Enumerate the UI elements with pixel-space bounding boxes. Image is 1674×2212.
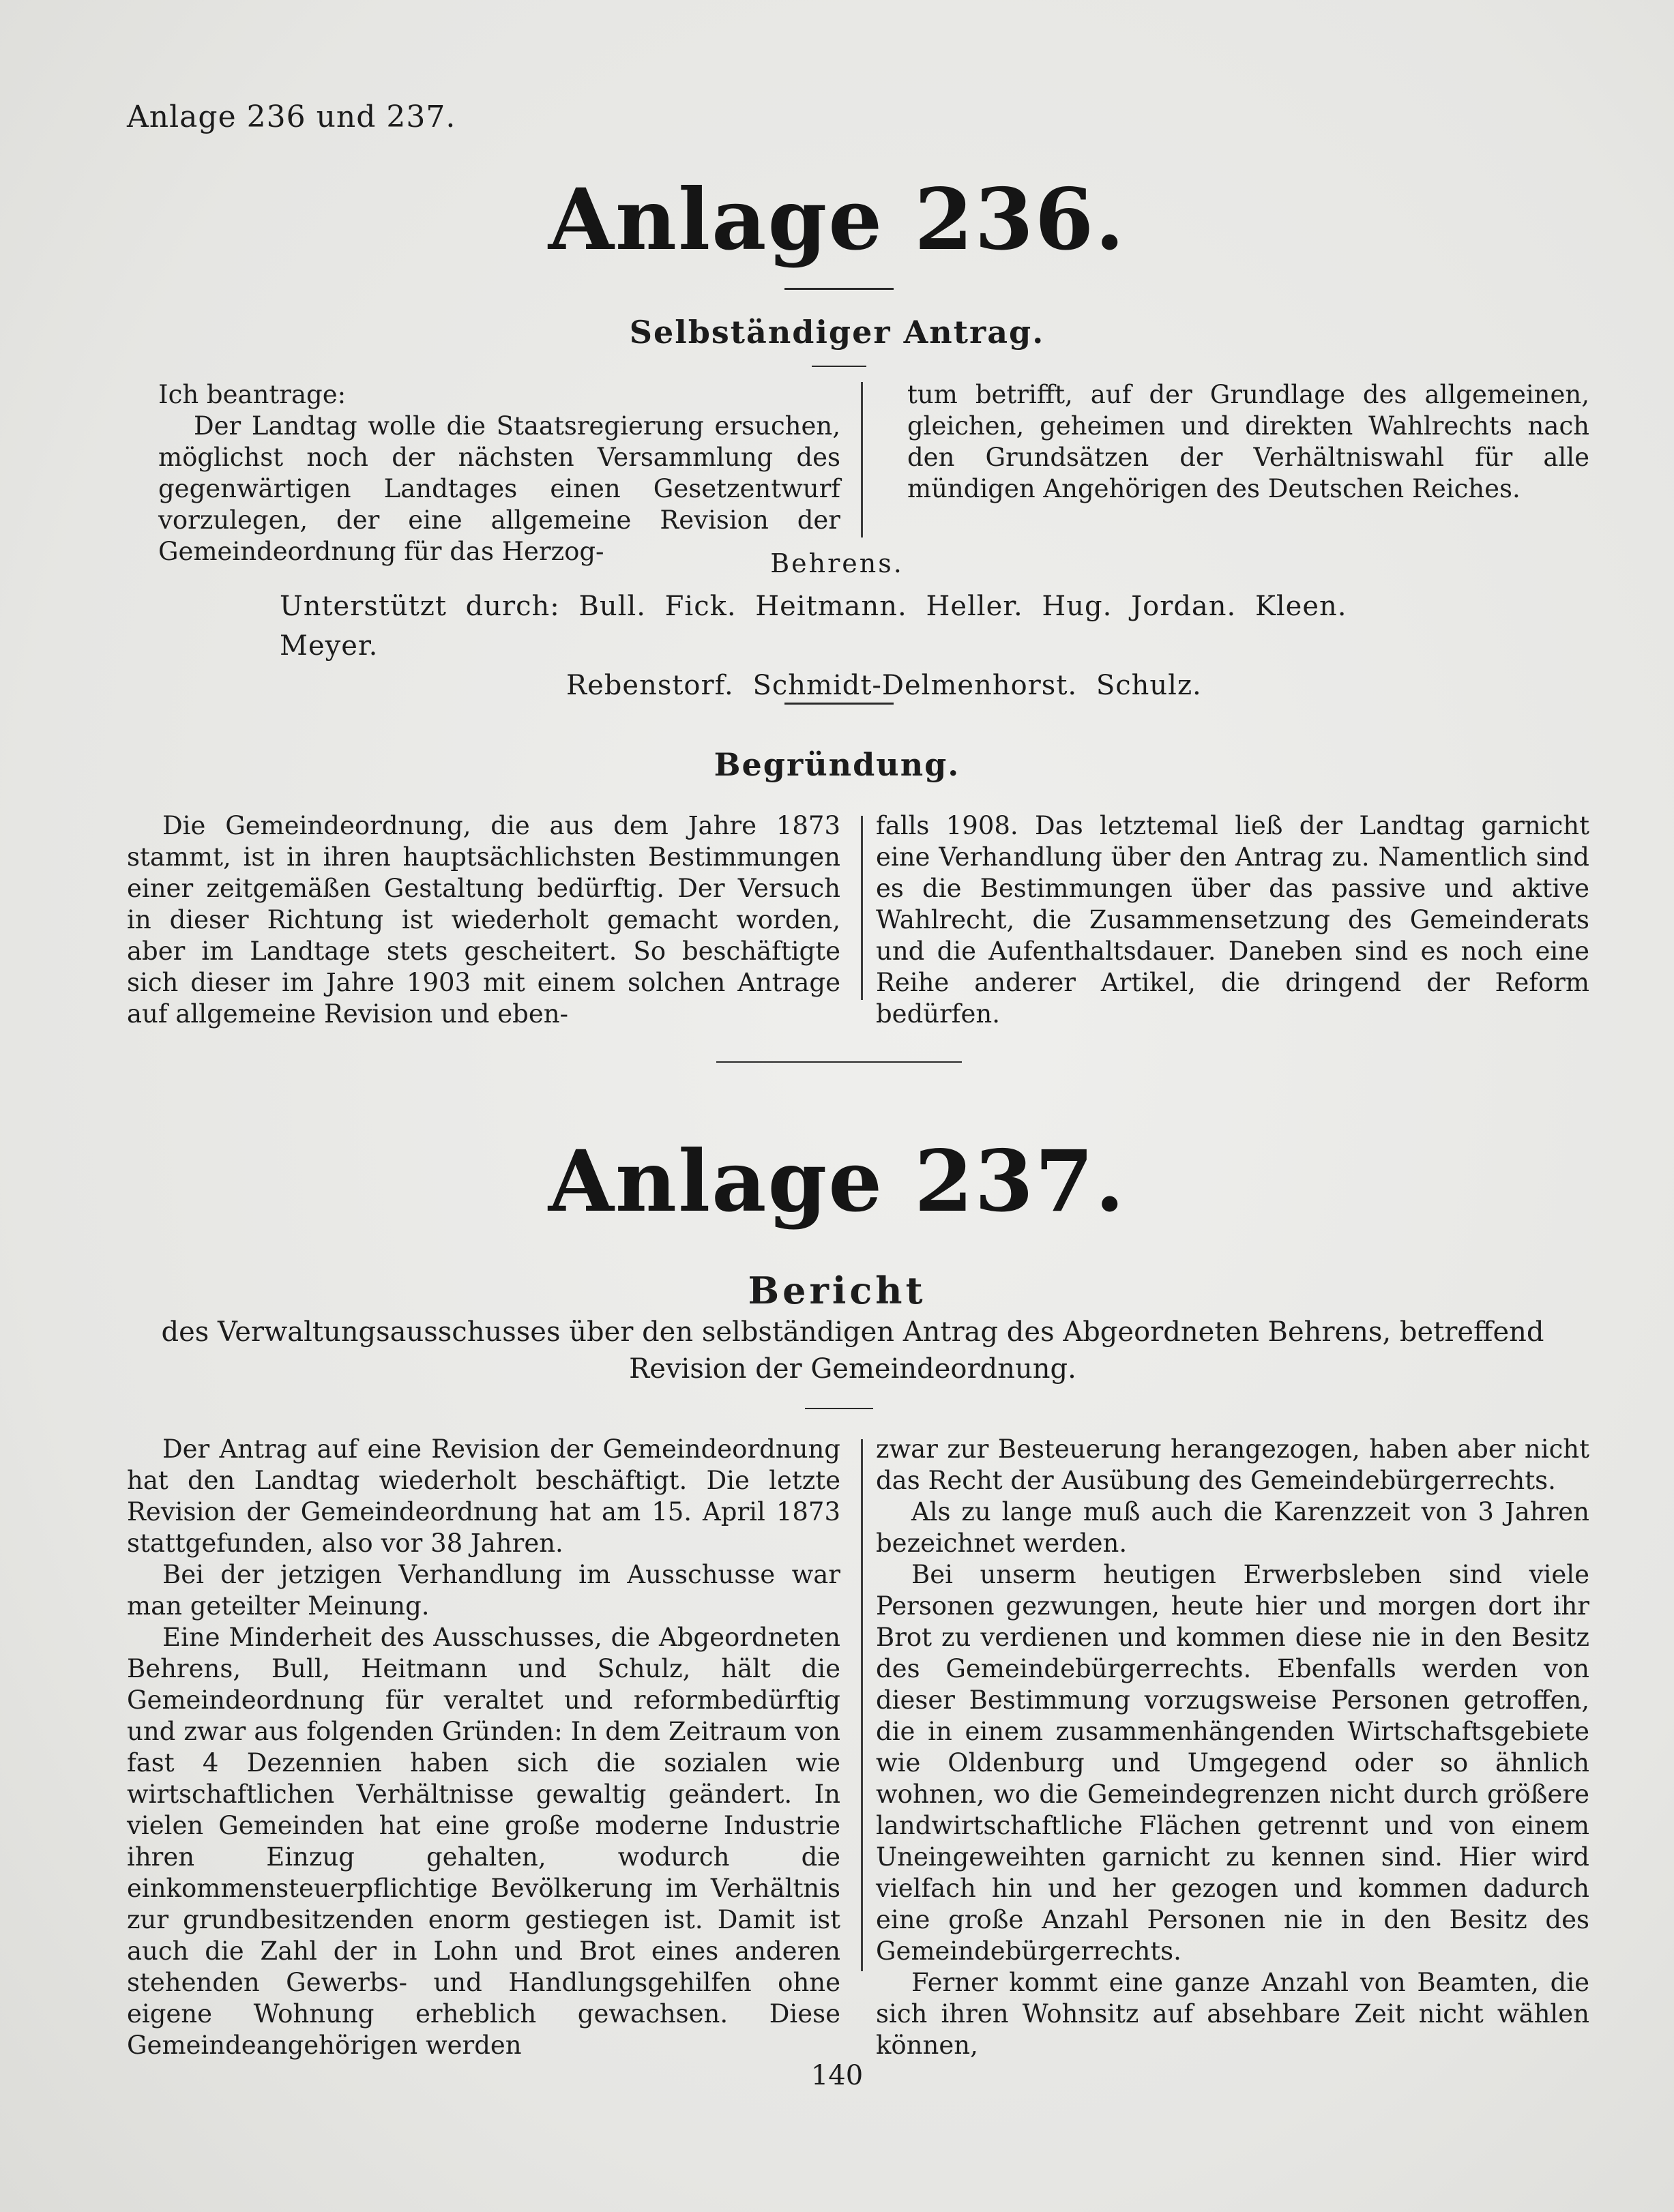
page-number: 140: [810, 2060, 864, 2091]
running-header: Anlage 236 und 237.: [127, 100, 456, 134]
supporters-row-1: Bull. Fick. Heitmann. Heller. Hug. Jordan. Kleen. Meyer.: [280, 591, 1347, 662]
antrag-heading: Selbständiger Antrag.: [629, 314, 1045, 351]
antrag-intro: Ich beantrage:: [158, 380, 347, 409]
anlage-237-title: Anlage 237.: [548, 1132, 1126, 1231]
bericht-right-column: [876, 1434, 1589, 2061]
signer-name: Behrens.: [770, 548, 904, 578]
section-divider: [716, 1061, 962, 1063]
antrag-left-column: [158, 379, 840, 567]
column-divider: [861, 816, 863, 1000]
begruendung-left-column: [127, 810, 840, 1030]
title-divider: [784, 288, 894, 290]
antrag-text-left: Der Landtag wolle die Staatsregierung ersuchen, möglichst noch der nächsten Versammlung des gegenwärtigen Landtages einen Gesetzentwurf vorzulegen, der eine allgemeine Revision der Gemeindeordnung für das Herzog-: [158, 411, 840, 566]
bericht-paragraph-3: Eine Minderheit des Ausschusses, die Abgeordneten Behrens, Bull, Heitmann und Schulz, hält die Gemeindeordnung für veraltet und reformbedürftig und zwar aus folgenden Gründen: In dem Zeitraum von fast 4 Dezennien haben sich die sozialen wie wirtschaftlichen Verhältnisse gewaltig geändert. In vielen Gemeinden hat eine große moderne Industrie ihren Einzug gehalten, wodurch die einkommensteuerpflichtige Bevölkerung im Verhältnis zur grundbesitzenden enorm gestiegen ist. Damit ist auch die Zahl der in Lohn und Brot eines anderen stehenden Gewerbs- und Handlungsgehilfen ohne eigene Wohnung erheblich gewachsen. Diese Gemeindeangehörigen werden: [127, 1623, 840, 2060]
antrag-text-right: tum betrifft, auf der Grundlage des allgemeinen, gleichen, geheimen und direkten Wahlrechts nach den Grundsätzen der Verhältniswahl für alle mündigen Angehörigen des Deutschen Reiches.: [907, 380, 1589, 503]
supporters-row-2: Rebenstorf. Schmidt-Delmenhorst. Schulz.: [566, 670, 1202, 701]
bericht-heading: Bericht: [748, 1269, 926, 1312]
bericht-left-column: [127, 1434, 840, 2061]
bericht-paragraph-1: Der Antrag auf eine Revision der Gemeindeordnung hat den Landtag wiederholt beschäftigt. Die letzte Revision der Gemeindeordnung hat am 15. April 1873 stattgefunden, also vor 38 Jahren.: [127, 1434, 840, 1558]
supporters-block: [280, 587, 1439, 705]
bericht-paragraph-5: Als zu lange muß auch die Karenzzeit von 3 Jahren bezeichnet werden.: [876, 1497, 1589, 1558]
begruendung-right-column: [876, 810, 1589, 1030]
supported-label: Unterstützt durch:: [280, 591, 560, 622]
bericht-paragraph-4: zwar zur Besteuerung herangezogen, haben aber nicht das Recht der Ausübung des Gemeindebürgerrechts.: [876, 1434, 1589, 1495]
bericht-subtitle: des Verwaltungsausschusses über den selbständigen Antrag des Abgeordneten Behrens, betreffend Revision der Gemeindeordnung.: [161, 1316, 1544, 1385]
antrag-right-column: [907, 379, 1589, 505]
bericht-paragraph-2: Bei der jetzigen Verhandlung im Ausschusse war man geteilter Meinung.: [127, 1560, 840, 1621]
begruendung-text-right: falls 1908. Das letztemal ließ der Landtag garnicht eine Verhandlung über den Antrag zu. Namentlich sind es die Bestimmungen über das passive und aktive Wahlrecht, die Zusammensetzung des Gemeinderats und die Aufenthaltsdauer. Daneben sind es noch eine Reihe anderer Artikel, die dringend der Reform bedürfen.: [876, 811, 1589, 1029]
column-divider: [861, 1439, 863, 1971]
begruendung-heading: Begründung.: [714, 746, 960, 783]
begruendung-text-left: Die Gemeindeordnung, die aus dem Jahre 1873 stammt, ist in ihren hauptsächlichsten Bestimmungen einer zeitgemäßen Gestaltung bedürftig. Der Versuch in dieser Richtung ist wiederholt gemacht worden, aber im Landtage stets gescheitert. So beschäftigte sich dieser im Jahre 1903 mit einem solchen Antrage auf allgemeine Revision und eben-: [127, 811, 840, 1029]
heading-divider: [805, 1408, 873, 1409]
anlage-236-title: Anlage 236.: [548, 171, 1126, 269]
section-divider: [784, 703, 894, 705]
column-divider: [861, 382, 863, 537]
heading-divider: [812, 366, 866, 367]
bericht-paragraph-7: Ferner kommt eine ganze Anzahl von Beamten, die sich ihren Wohnsitz auf absehbare Zeit nicht wählen können,: [876, 1968, 1589, 2060]
bericht-paragraph-6: Bei unserm heutigen Erwerbsleben sind viele Personen gezwungen, heute hier und morgen dort ihr Brot zu verdienen und kommen diese nie in den Besitz des Gemeindebürgerrechts. Ebenfalls werden von dieser Bestimmung vorzugsweise Personen getroffen, die in einem zusammenhängenden Wirtschaftsgebiete wie Oldenburg und Umgegend oder so ähnlich wohnen, wo die Gemeindegrenzen nicht durch größere landwirtschaftliche Flächen getrennt und von einem Uneingeweihten garnicht zu kennen sind. Hier wird vielfach hin und her gezogen und kommen dadurch eine große Anzahl Personen nie in den Besitz des Gemeindebürgerrechts.: [876, 1560, 1589, 1966]
